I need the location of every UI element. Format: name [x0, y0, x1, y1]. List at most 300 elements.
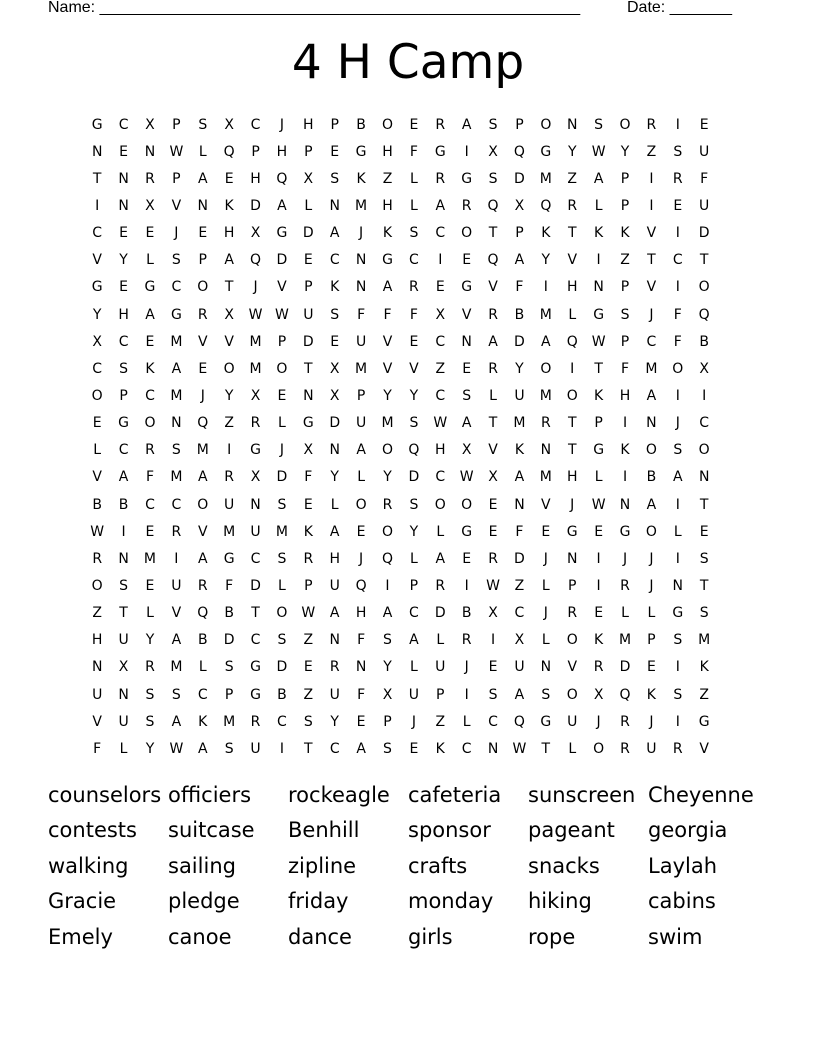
grid-letter: R: [488, 306, 498, 323]
grid-letter: S: [119, 360, 129, 377]
grid-letter: X: [303, 170, 314, 187]
grid-letter: O: [144, 415, 156, 432]
grid-letter: N: [118, 550, 129, 567]
grid-letter: M: [355, 360, 368, 377]
grid-letter: S: [171, 252, 181, 269]
grid-letter: C: [118, 442, 129, 459]
grid-letter: H: [276, 143, 288, 160]
grid-letter: L: [357, 469, 365, 486]
grid-letter: F: [145, 469, 154, 486]
grid-letter: T: [488, 415, 498, 432]
grid-letter: S: [330, 306, 340, 323]
grid-letter: S: [488, 116, 498, 133]
grid-letter: E: [699, 523, 709, 540]
grid-letter: M: [223, 713, 236, 730]
grid-letter: W: [90, 523, 105, 540]
grid-letter: N: [566, 550, 578, 567]
grid-letter: N: [329, 442, 340, 459]
grid-letter: E: [435, 279, 445, 296]
grid-letter: L: [568, 740, 577, 757]
grid-letter: R: [488, 360, 498, 377]
grid-letter: X: [250, 469, 261, 486]
grid-letter: L: [621, 605, 629, 622]
grid-letter: N: [329, 197, 340, 214]
grid-letter: Q: [540, 197, 552, 214]
grid-letter: P: [594, 415, 603, 432]
grid-letter: I: [596, 550, 601, 567]
grid-letter: L: [409, 659, 418, 676]
grid-letter: U: [329, 577, 340, 594]
grid-letter: C: [461, 740, 472, 757]
grid-letter: L: [146, 252, 154, 269]
grid-letter: Q: [698, 306, 710, 323]
grid-letter: Z: [224, 415, 234, 432]
grid-letter: A: [514, 469, 525, 486]
grid-letter: N: [355, 279, 367, 296]
grid-letter: R: [567, 605, 578, 622]
grid-letter: X: [488, 469, 498, 486]
grid-letter: E: [409, 333, 419, 350]
grid-letter: O: [276, 360, 288, 377]
grid-letter: G: [170, 306, 182, 323]
letter-grid: [84, 111, 717, 762]
grid-letter: Z: [567, 170, 578, 187]
grid-letter: G: [118, 415, 130, 432]
grid-letter: S: [409, 415, 419, 432]
word-list-item: pageant: [528, 818, 615, 843]
grid-letter: V: [382, 360, 393, 377]
grid-letter: X: [224, 116, 234, 133]
grid-letter: E: [541, 523, 551, 540]
grid-letter: R: [329, 659, 340, 676]
grid-letter: C: [646, 333, 657, 350]
word-list-item: canoe: [168, 924, 232, 949]
grid-letter: T: [304, 740, 313, 757]
word-list-item: hiking: [528, 889, 592, 914]
grid-letter: N: [593, 279, 604, 296]
grid-letter: K: [198, 713, 208, 730]
grid-letter: F: [304, 469, 313, 486]
grid-letter: M: [170, 659, 183, 676]
grid-letter: O: [381, 523, 393, 540]
grid-letter: O: [461, 496, 473, 513]
grid-letter: O: [355, 496, 367, 513]
grid-letter: A: [382, 279, 393, 296]
grid-letter: R: [435, 170, 446, 187]
grid-letter: M: [170, 387, 183, 404]
word-list-item: counselors: [48, 782, 162, 807]
grid-letter: I: [438, 252, 443, 269]
grid-letter: N: [144, 143, 156, 160]
grid-letter: P: [304, 143, 313, 160]
grid-letter: K: [699, 659, 709, 676]
grid-letter: C: [197, 686, 208, 703]
word-list-item: georgia: [648, 818, 728, 843]
grid-letter: C: [408, 252, 419, 269]
grid-letter: E: [119, 143, 129, 160]
grid-letter: V: [409, 360, 419, 377]
grid-letter: T: [119, 605, 128, 622]
grid-letter: S: [673, 686, 683, 703]
grid-letter: I: [121, 523, 126, 540]
grid-letter: P: [409, 577, 419, 594]
grid-letter: O: [381, 442, 393, 459]
grid-letter: U: [435, 659, 446, 676]
grid-letter: R: [672, 170, 683, 187]
grid-letter: U: [646, 740, 657, 757]
grid-letter: Y: [145, 740, 155, 757]
grid-letter: V: [92, 252, 102, 269]
word-list-item: rockeagle: [288, 782, 390, 807]
grid-letter: A: [461, 116, 472, 133]
grid-letter: D: [408, 469, 420, 486]
grid-letter: X: [699, 360, 709, 377]
grid-letter: W: [591, 496, 606, 513]
grid-letter: M: [539, 306, 552, 323]
grid-letter: C: [435, 387, 446, 404]
grid-letter: G: [461, 279, 473, 296]
grid-letter: R: [409, 279, 419, 296]
grid-letter: R: [303, 550, 314, 567]
grid-letter: S: [673, 442, 683, 459]
grid-letter: V: [197, 523, 208, 540]
word-list-item: sunscreen: [528, 782, 636, 807]
grid-letter: Y: [145, 632, 155, 649]
grid-letter: H: [355, 605, 367, 622]
grid-letter: S: [224, 740, 234, 757]
grid-letter: N: [646, 415, 657, 432]
word-list-item: crafts: [408, 853, 468, 878]
grid-letter: I: [570, 360, 575, 377]
grid-letter: L: [594, 469, 603, 486]
grid-letter: D: [302, 333, 314, 350]
grid-letter: Q: [197, 415, 209, 432]
grid-letter: G: [672, 605, 684, 622]
grid-letter: B: [356, 116, 366, 133]
grid-letter: A: [171, 713, 182, 730]
grid-letter: L: [541, 577, 550, 594]
grid-letter: R: [435, 577, 446, 594]
grid-letter: T: [699, 496, 709, 513]
grid-letter: D: [276, 469, 288, 486]
grid-letter: F: [409, 306, 418, 323]
grid-letter: R: [488, 550, 498, 567]
grid-letter: U: [567, 713, 578, 730]
grid-letter: M: [539, 387, 552, 404]
grid-letter: W: [486, 577, 500, 594]
grid-letter: G: [302, 415, 314, 432]
grid-letter: E: [646, 659, 656, 676]
grid-letter: C: [277, 713, 287, 730]
grid-letter: S: [594, 116, 604, 133]
grid-letter: O: [619, 116, 631, 133]
grid-letter: U: [303, 306, 314, 323]
grid-letter: J: [649, 550, 654, 567]
grid-letter: N: [540, 659, 552, 676]
grid-letter: P: [620, 279, 630, 296]
grid-letter: G: [223, 550, 235, 567]
grid-letter: E: [92, 415, 102, 432]
grid-letter: W: [275, 306, 289, 323]
grid-letter: C: [145, 387, 155, 404]
grid-letter: J: [253, 279, 258, 296]
grid-letter: L: [278, 577, 286, 594]
grid-letter: J: [543, 605, 548, 622]
grid-letter: P: [198, 252, 207, 269]
grid-letter: O: [540, 116, 552, 133]
grid-letter: U: [408, 686, 419, 703]
grid-letter: D: [514, 170, 525, 187]
grid-letter: R: [197, 306, 208, 323]
grid-letter: E: [330, 333, 340, 350]
grid-letter: V: [197, 333, 208, 350]
grid-letter: H: [382, 197, 393, 214]
grid-letter: Z: [435, 360, 446, 377]
grid-letter: P: [568, 577, 577, 594]
grid-letter: Y: [383, 387, 392, 404]
grid-letter: B: [92, 496, 102, 513]
grid-letter: I: [464, 143, 469, 160]
grid-letter: R: [620, 740, 630, 757]
grid-letter: A: [593, 170, 604, 187]
grid-letter: E: [145, 333, 155, 350]
grid-letter: K: [435, 740, 445, 757]
grid-letter: O: [566, 632, 578, 649]
grid-letter: O: [672, 360, 684, 377]
grid-letter: D: [698, 225, 710, 242]
grid-letter: Q: [566, 333, 578, 350]
grid-letter: X: [461, 442, 472, 459]
grid-letter: I: [385, 577, 390, 594]
word-list-item: zipline: [288, 853, 357, 878]
grid-letter: F: [515, 523, 524, 540]
grid-letter: T: [488, 225, 498, 242]
grid-letter: Y: [541, 252, 551, 269]
grid-letter: L: [119, 740, 128, 757]
grid-letter: J: [543, 550, 548, 567]
grid-letter: U: [171, 577, 182, 594]
grid-letter: R: [92, 550, 103, 567]
grid-letter: X: [145, 116, 155, 133]
grid-letter: O: [197, 496, 209, 513]
grid-letter: L: [489, 387, 497, 404]
date-field-label: Date: _______: [627, 0, 732, 16]
grid-letter: A: [514, 686, 525, 703]
grid-letter: A: [224, 252, 234, 269]
grid-letter: E: [198, 360, 208, 377]
grid-letter: D: [434, 605, 446, 622]
grid-letter: O: [461, 225, 473, 242]
grid-letter: M: [249, 333, 262, 350]
grid-letter: C: [92, 360, 103, 377]
grid-letter: V: [567, 659, 578, 676]
grid-letter: E: [488, 496, 498, 513]
grid-letter: U: [514, 659, 525, 676]
grid-letter: P: [620, 197, 630, 214]
grid-letter: O: [593, 740, 605, 757]
grid-letter: D: [329, 415, 341, 432]
grid-letter: A: [197, 469, 208, 486]
grid-letter: I: [622, 469, 628, 486]
grid-letter: T: [304, 360, 313, 377]
grid-letter: O: [566, 686, 578, 703]
grid-letter: W: [301, 605, 316, 622]
grid-letter: S: [330, 170, 340, 187]
grid-letter: U: [355, 333, 367, 350]
grid-letter: I: [675, 387, 680, 404]
grid-letter: X: [250, 225, 261, 242]
grid-letter: E: [145, 577, 155, 594]
grid-letter: G: [566, 523, 578, 540]
word-list-item: swim: [648, 924, 703, 949]
grid-letter: O: [540, 360, 552, 377]
grid-letter: O: [566, 387, 578, 404]
grid-letter: L: [436, 523, 445, 540]
grid-letter: L: [568, 306, 577, 323]
grid-letter: U: [92, 686, 103, 703]
grid-letter: A: [118, 469, 129, 486]
grid-letter: H: [118, 306, 129, 323]
grid-letter: H: [619, 387, 631, 404]
grid-letter: N: [303, 387, 314, 404]
grid-letter: R: [197, 577, 208, 594]
grid-letter: G: [382, 252, 393, 269]
grid-letter: X: [488, 143, 498, 160]
grid-letter: X: [382, 686, 393, 703]
grid-letter: S: [462, 387, 472, 404]
grid-letter: E: [673, 197, 683, 214]
grid-letter: Q: [408, 442, 420, 459]
grid-letter: J: [622, 550, 628, 567]
grid-letter: Y: [409, 523, 419, 540]
grid-letter: X: [118, 659, 129, 676]
grid-letter: M: [275, 523, 288, 540]
grid-letter: K: [594, 387, 604, 404]
grid-letter: M: [143, 550, 157, 567]
grid-letter: A: [435, 197, 446, 214]
grid-letter: M: [196, 442, 209, 459]
grid-letter: C: [435, 225, 446, 242]
grid-letter: T: [567, 415, 577, 432]
grid-letter: S: [409, 496, 419, 513]
grid-letter: C: [672, 252, 683, 269]
grid-letter: I: [675, 550, 680, 567]
grid-letter: A: [329, 523, 340, 540]
grid-letter: V: [92, 469, 102, 486]
grid-letter: C: [488, 713, 498, 730]
grid-letter: R: [382, 496, 393, 513]
grid-letter: Y: [119, 252, 128, 269]
grid-letter: T: [699, 252, 709, 269]
grid-letter: W: [169, 143, 184, 160]
grid-letter: V: [488, 442, 498, 459]
grid-letter: E: [699, 116, 709, 133]
grid-letter: D: [250, 197, 261, 214]
grid-letter: I: [464, 577, 469, 594]
grid-letter: G: [434, 143, 446, 160]
grid-letter: G: [698, 713, 710, 730]
grid-letter: G: [250, 686, 261, 703]
grid-letter: C: [514, 605, 525, 622]
grid-letter: E: [303, 659, 313, 676]
word-list-item: pledge: [168, 889, 240, 914]
grid-letter: J: [279, 116, 284, 133]
grid-letter: G: [593, 442, 605, 459]
grid-letter: S: [198, 116, 208, 133]
grid-letter: Q: [381, 550, 393, 567]
grid-letter: J: [200, 387, 205, 404]
grid-letter: T: [594, 360, 603, 377]
grid-letter: H: [382, 143, 393, 160]
grid-letter: Y: [92, 306, 102, 323]
grid-letter: P: [620, 170, 630, 187]
grid-letter: O: [197, 279, 209, 296]
grid-letter: B: [224, 605, 234, 622]
grid-letter: L: [198, 143, 207, 160]
grid-letter: J: [411, 713, 416, 730]
grid-letter: L: [146, 605, 154, 622]
grid-letter: L: [594, 197, 603, 214]
grid-letter: G: [540, 713, 552, 730]
grid-letter: E: [145, 523, 155, 540]
word-list-item: Benhill: [288, 818, 360, 843]
grid-letter: M: [698, 632, 711, 649]
grid-letter: T: [251, 605, 260, 622]
grid-letter: O: [645, 523, 657, 540]
word-list-item: rope: [528, 924, 576, 949]
grid-letter: E: [119, 279, 129, 296]
grid-letter: Z: [92, 605, 102, 622]
grid-letter: N: [118, 686, 129, 703]
grid-letter: T: [699, 577, 709, 594]
grid-letter: H: [329, 550, 340, 567]
grid-letter: K: [620, 225, 630, 242]
grid-letter: Y: [383, 469, 392, 486]
grid-letter: I: [227, 442, 232, 459]
grid-letter: C: [250, 116, 261, 133]
grid-letter: C: [118, 333, 129, 350]
grid-letter: P: [515, 225, 524, 242]
grid-letter: U: [118, 713, 129, 730]
grid-letter: V: [224, 333, 234, 350]
grid-letter: I: [675, 496, 680, 513]
grid-letter: F: [357, 306, 366, 323]
grid-letter: S: [277, 632, 287, 649]
grid-letter: S: [145, 686, 155, 703]
grid-letter: I: [174, 550, 179, 567]
grid-letter: Q: [197, 605, 209, 622]
grid-letter: S: [145, 713, 155, 730]
grid-letter: N: [566, 116, 578, 133]
word-list-item: suitcase: [168, 818, 255, 843]
grid-letter: I: [490, 632, 496, 649]
grid-letter: A: [197, 550, 208, 567]
grid-letter: J: [649, 577, 654, 594]
grid-letter: A: [277, 197, 287, 214]
grid-letter: I: [675, 225, 680, 242]
grid-letter: V: [171, 605, 182, 622]
grid-letter: P: [119, 387, 128, 404]
grid-letter: M: [618, 632, 632, 649]
grid-letter: P: [436, 686, 445, 703]
grid-letter: G: [91, 279, 103, 296]
grid-letter: C: [435, 469, 446, 486]
grid-letter: P: [515, 116, 524, 133]
grid-letter: O: [91, 387, 103, 404]
grid-letter: B: [277, 686, 287, 703]
grid-letter: Z: [303, 686, 314, 703]
grid-letter: I: [95, 197, 100, 214]
